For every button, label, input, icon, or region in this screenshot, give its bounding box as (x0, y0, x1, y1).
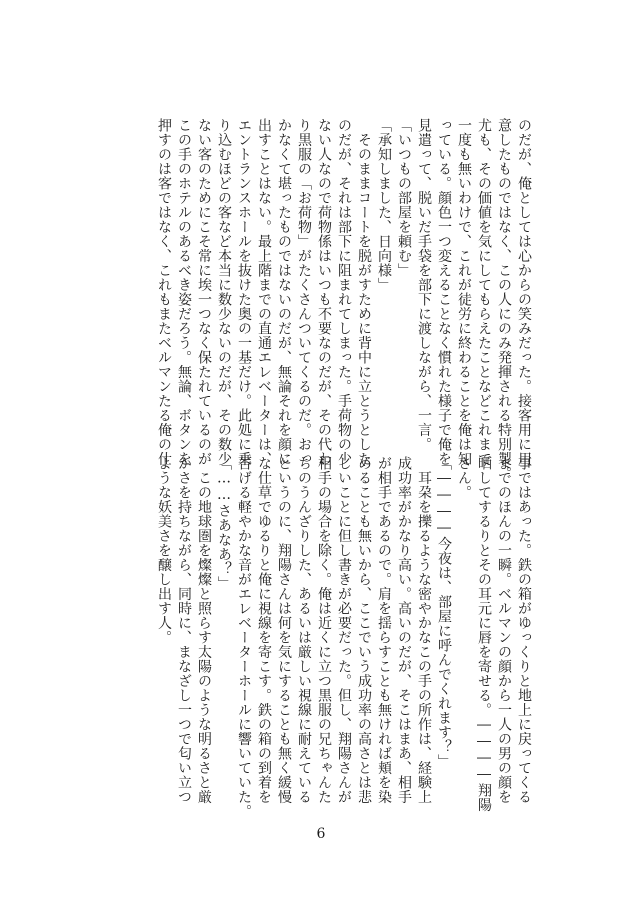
text-line: というのに、翔陽さんは何を気にすることも無く緩慢 (276, 456, 292, 804)
text-line: り込むほどの客など本当に数少ないのだが、その数少 (216, 118, 232, 466)
text-line: 事ではあった。鉄の箱がゆっくりと地上に戻ってくる (516, 456, 532, 804)
text-line: 相手の場合を除く。俺は近くに立つ黒服の兄ちゃんた (316, 456, 332, 804)
text-line: エントランスホールを抜けた奥の一基だけ。此処に乗 (236, 118, 252, 466)
text-line: この地球圏を燦燦と照らす太陽のような明るさと厳 (196, 456, 212, 804)
text-line: この手のホテルのあるべき姿だろう。無論、ボタンを (176, 118, 192, 466)
text-line: のだが、俺としては心からの笑みだった。接客用に用 (516, 118, 532, 466)
text-line: 「――――今夜は、部屋に呼んでくれます？」 (436, 456, 452, 769)
text-line: かさを持ちながら、同時に、まなざし一つで匂い立つ (176, 456, 192, 804)
text-line: が相手であるので。肩を揺らすことも無ければ頬を染 (376, 456, 392, 804)
text-line: ない客のためにこそ常に埃一つなく保たれているのが (196, 118, 212, 466)
text-line: のだが、それは部下に阻まれてしまった。手荷物の少 (336, 118, 352, 466)
text-line: かなくて堪ったものではないのだが、無論それを顔に (276, 118, 292, 466)
text-line: までのほんの一瞬。ベルマンの顔から一人の男の顔を (496, 456, 512, 804)
text-line: 見遣って、脱いだ手袋を部下に渡しながら、一言。 (416, 118, 432, 452)
text-line: 一度も無いわけで、これが徒労に終わることを俺は知 (456, 118, 472, 466)
text-block-bottom (154, 456, 534, 819)
text-line: 尤も、その価値を気にしてもらえたことなどこれまで (476, 118, 492, 466)
text-line: そのままコートを脱がすために背中に立とうとした (356, 118, 372, 466)
text-line: ない人なので荷物係はいつも不要なのだが、その代わ (316, 118, 332, 466)
text-line: しいことに但し書きが必要だった。但し、翔陽さんが (336, 456, 352, 804)
text-line: 「承知しました、日向様」 (376, 118, 392, 292)
text-line: 意したものではなく、この人にのみ発揮される特別製。 (496, 118, 512, 481)
text-line: ような妖美さを醸し出す人。 (156, 456, 172, 645)
text-line: 「いつもの部屋を頼む」 (396, 118, 412, 278)
text-line: ちのうんざりした、あるいは厳しい視線に耐えている (296, 456, 312, 804)
text-line: 「……さあなあ？」 (216, 456, 232, 591)
text-line: り黒服の「お荷物」がたくさんついてくるのだ。おっ (296, 118, 312, 466)
text-line: 告げる軽やかな音がエレベーターホールに響いていた。 (236, 456, 252, 819)
text-line: めることも無いから、ここでいう成功率の高さとは悲 (356, 456, 372, 804)
text-line: 成功率がかなり高い。高いのだが、そこはまあ、相手 (396, 456, 412, 804)
text-line: っている。顔色一つ変えることなく慣れた様子で俺を (436, 118, 452, 466)
text-line: 押すのは客ではなく、これもまたベルマンたる俺の仕 (156, 118, 172, 466)
text-line: な仕草でゆるりと俺に視線を寄こす。鉄の箱の到着を (256, 456, 272, 804)
text-block-top (154, 118, 534, 481)
page-number: 6 (316, 826, 326, 842)
text-line: 晒してするりとその耳元に唇を寄せる。――――翔陽 (476, 456, 492, 812)
text-line: 耳朶を擽るような密やかなこの手の所作は、経験上 (416, 456, 432, 804)
text-line: さん。 (456, 456, 472, 500)
text-line: 出すことはない。最上階までの直通エレベーターは、 (256, 118, 272, 466)
